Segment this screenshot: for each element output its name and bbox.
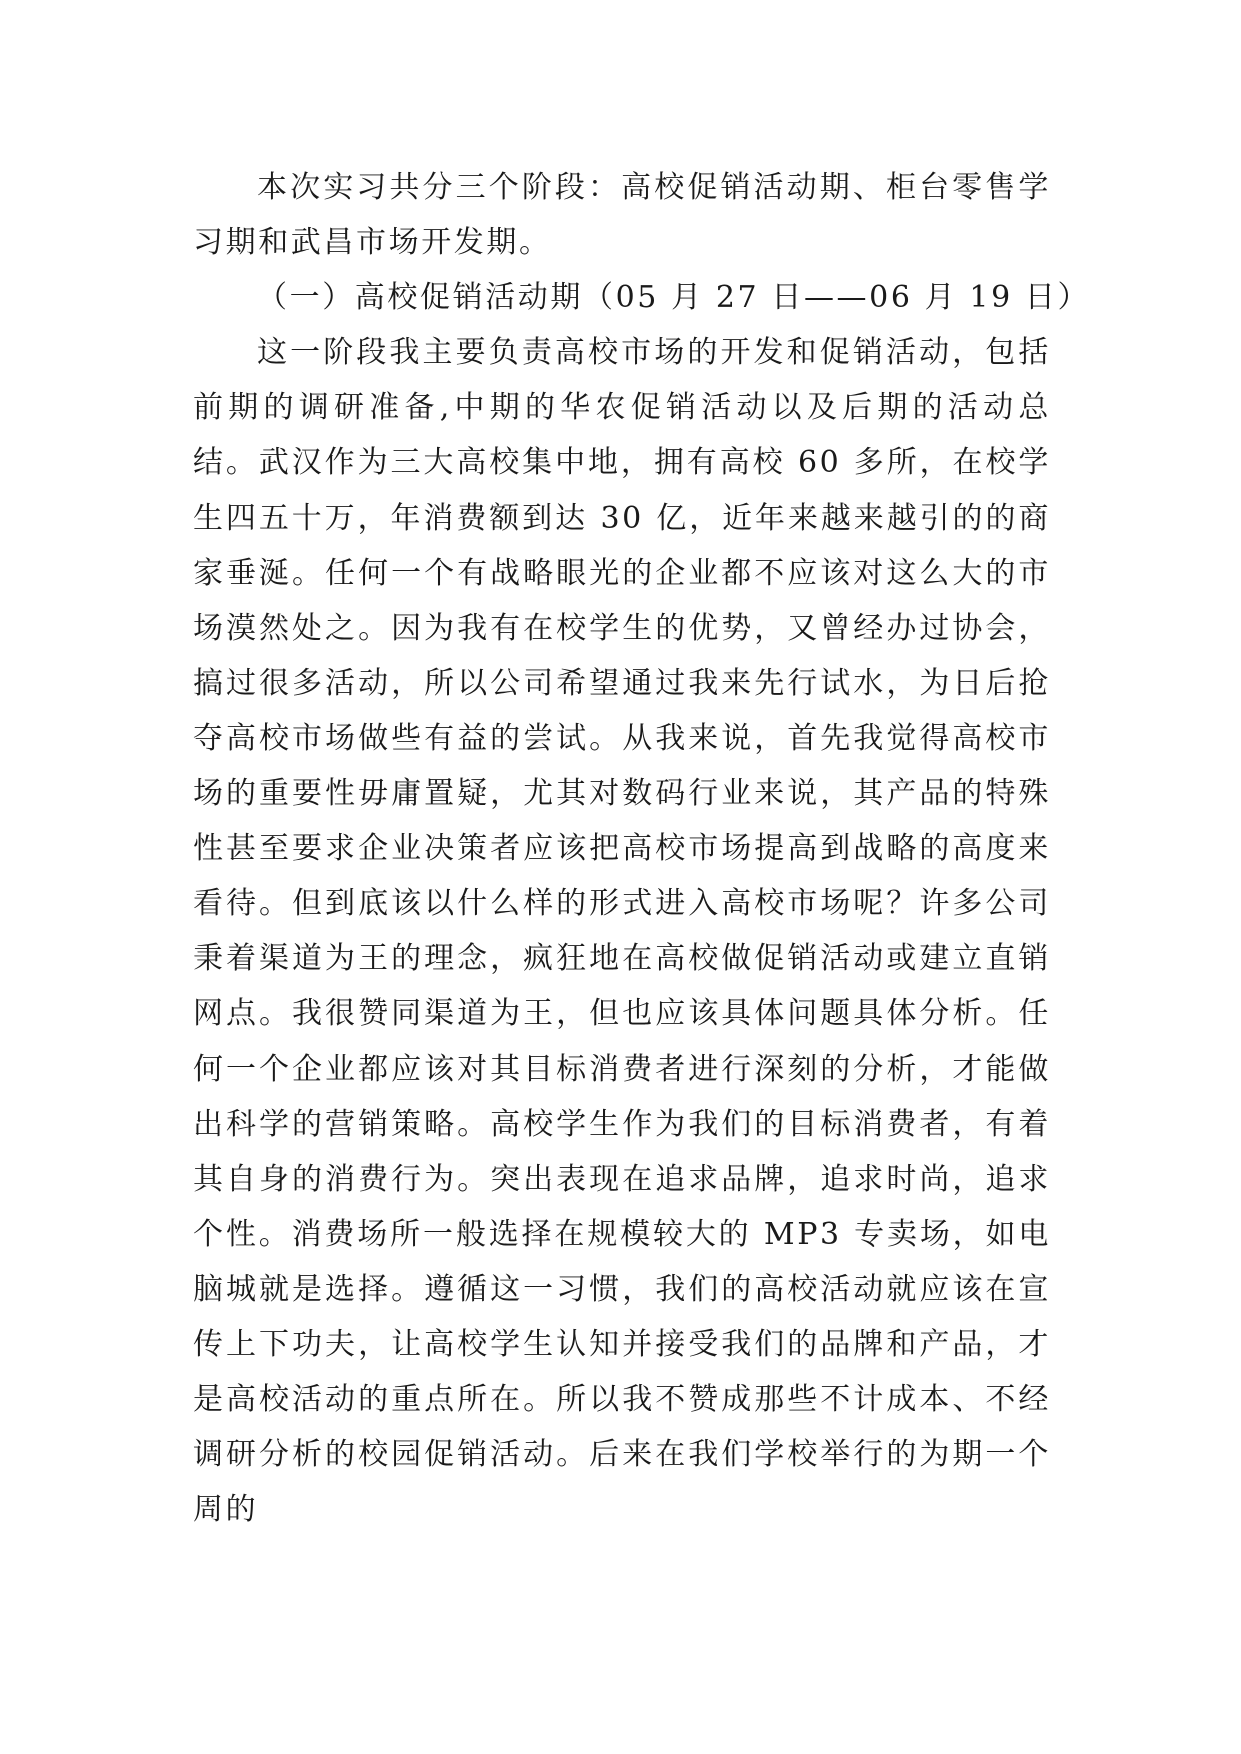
document-body — [193, 160, 1091, 1537]
paragraph-campus-promotion: 这一阶段我主要负责高校市场的开发和促销活动，包括前期的调研准备,中期的华农促销活动以及后期的活动总结。武汉作为三大高校集中地，拥有高校 60 多所，在校学生四五十万，年消费额到达 30 亿，近年来越来越引的的商家垂涎。任何一个有战略眼光的企业都不应该对这么大的市场漠然处之。因为我有在校学生的优势，又曾经办过协会，搞过很多活动，所以公司希望通过我来先行试水，为日后抢夺高校市场做些有益的尝试。从我来说，首先我觉得高校市场的重要性毋庸置疑，尤其对数码行业来说，其产品的特殊性甚至要求企业决策者应该把高校市场提高到战略的高度来看待。但到底该以什么样的形式进入高校市场呢？许多公司秉着渠道为王的理念，疯狂地在高校做促销活动或建立直销网点。我很赞同渠道为王，但也应该具体问题具体分析。任何一个企业都应该对其目标消费者进行深刻的分析，才能做出科学的营销策略。高校学生作为我们的目标消费者，有着其自身的消费行为。突出表现在追求品牌，追求时尚，追求个性。消费场所一般选择在规模较大的 MP3 专卖场，如电脑城就是选择。遵循这一习惯，我们的高校活动就应该在宣传上下功夫，让高校学生认知并接受我们的品牌和产品，才是高校活动的重点所在。所以我不赞成那些不计成本、不经调研分析的校园促销活动。后来在我们学校举行的为期一个周的 — [193, 335, 1051, 1528]
paragraph-stages-intro: 本次实习共分三个阶段：高校促销活动期、柜台零售学习期和武昌市场开发期。 — [193, 170, 1051, 261]
section-heading: （一）高校促销活动期（05 月 27 日——06 月 19 日） — [257, 280, 1091, 316]
